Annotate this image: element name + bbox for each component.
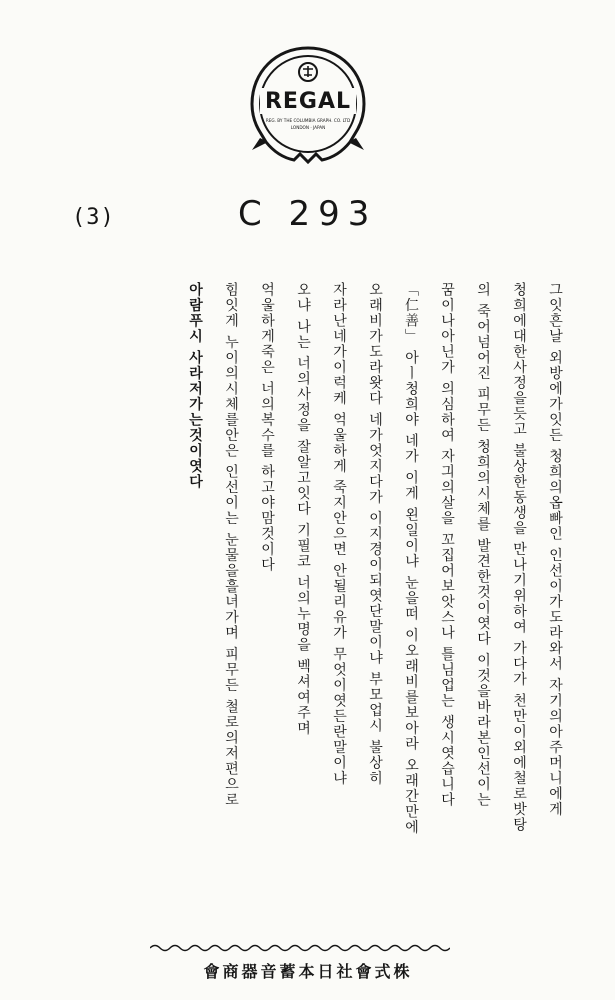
svg-text:LONDON · JAPAN: LONDON · JAPAN (290, 125, 326, 130)
lyrics-column: 오냐 나는 너의사정을 잘알고잇다 기필코 너의누명을 벡셔여주며 (295, 282, 311, 737)
lyrics-column: 꿈이나아닌가 의심하여 자긔의살을 꼬집어보앗스나 틀님업는 생시엿습니다 (439, 282, 455, 808)
lyrics-column: 그잇흔날 외방에가잇든 청희의옵빠인 인선이가도라와서 자기의아주머니에게 (547, 282, 563, 818)
catalog-number: C 293 (238, 194, 378, 234)
page-number: (3) (72, 205, 115, 230)
lyrics-column: 청희에대한사정을듯고 불상한동생을 만나기위하여 가다가 천만이외에철로밧탕 (511, 282, 527, 833)
regal-logo (246, 42, 370, 166)
lyrics-column: 억울하게죽은 너의복수를 하고야맘것이다 (259, 282, 275, 573)
regal-label-emblem-icon (246, 42, 370, 166)
lyrics-column: 힘잇게 누이의시체를안은 인선이는 눈물을흘녀가며 피무든 철로의저편으로 (223, 282, 239, 808)
lyrics-column: 「仁善」 아ㅣ청희야 네가 이게 왼일이냐 눈을떠 이오래비를보아라 오래간만에 (403, 282, 419, 836)
publisher-footer: 會商器音蓄本日社會式株 (203, 962, 413, 981)
lyrics-column: 오래비가도라왓다 네가엇지다가 이지경이되엿단말이냐 부모업시 불상히 (367, 282, 383, 787)
svg-text:REG. BY THE COLUMBIA GRAPH. CO: REG. BY THE COLUMBIA GRAPH. CO. LTD (265, 118, 351, 123)
lyrics-body (185, 282, 565, 932)
lyrics-column: 자라난네가이럭케 억울하게 죽지안으면 안될리유가 무엇이엿든란말이냐 (331, 282, 347, 787)
lyrics-column: 아람푸시 사라저가는것이엿다 (187, 282, 203, 490)
wavy-divider (150, 942, 450, 954)
svg-text:REGAL: REGAL (264, 89, 352, 114)
lyrics-column: 의 죽어넘어진 피무든 청희의시체를 발견한것이엿다 이것을바라본인선이는 (475, 282, 491, 808)
